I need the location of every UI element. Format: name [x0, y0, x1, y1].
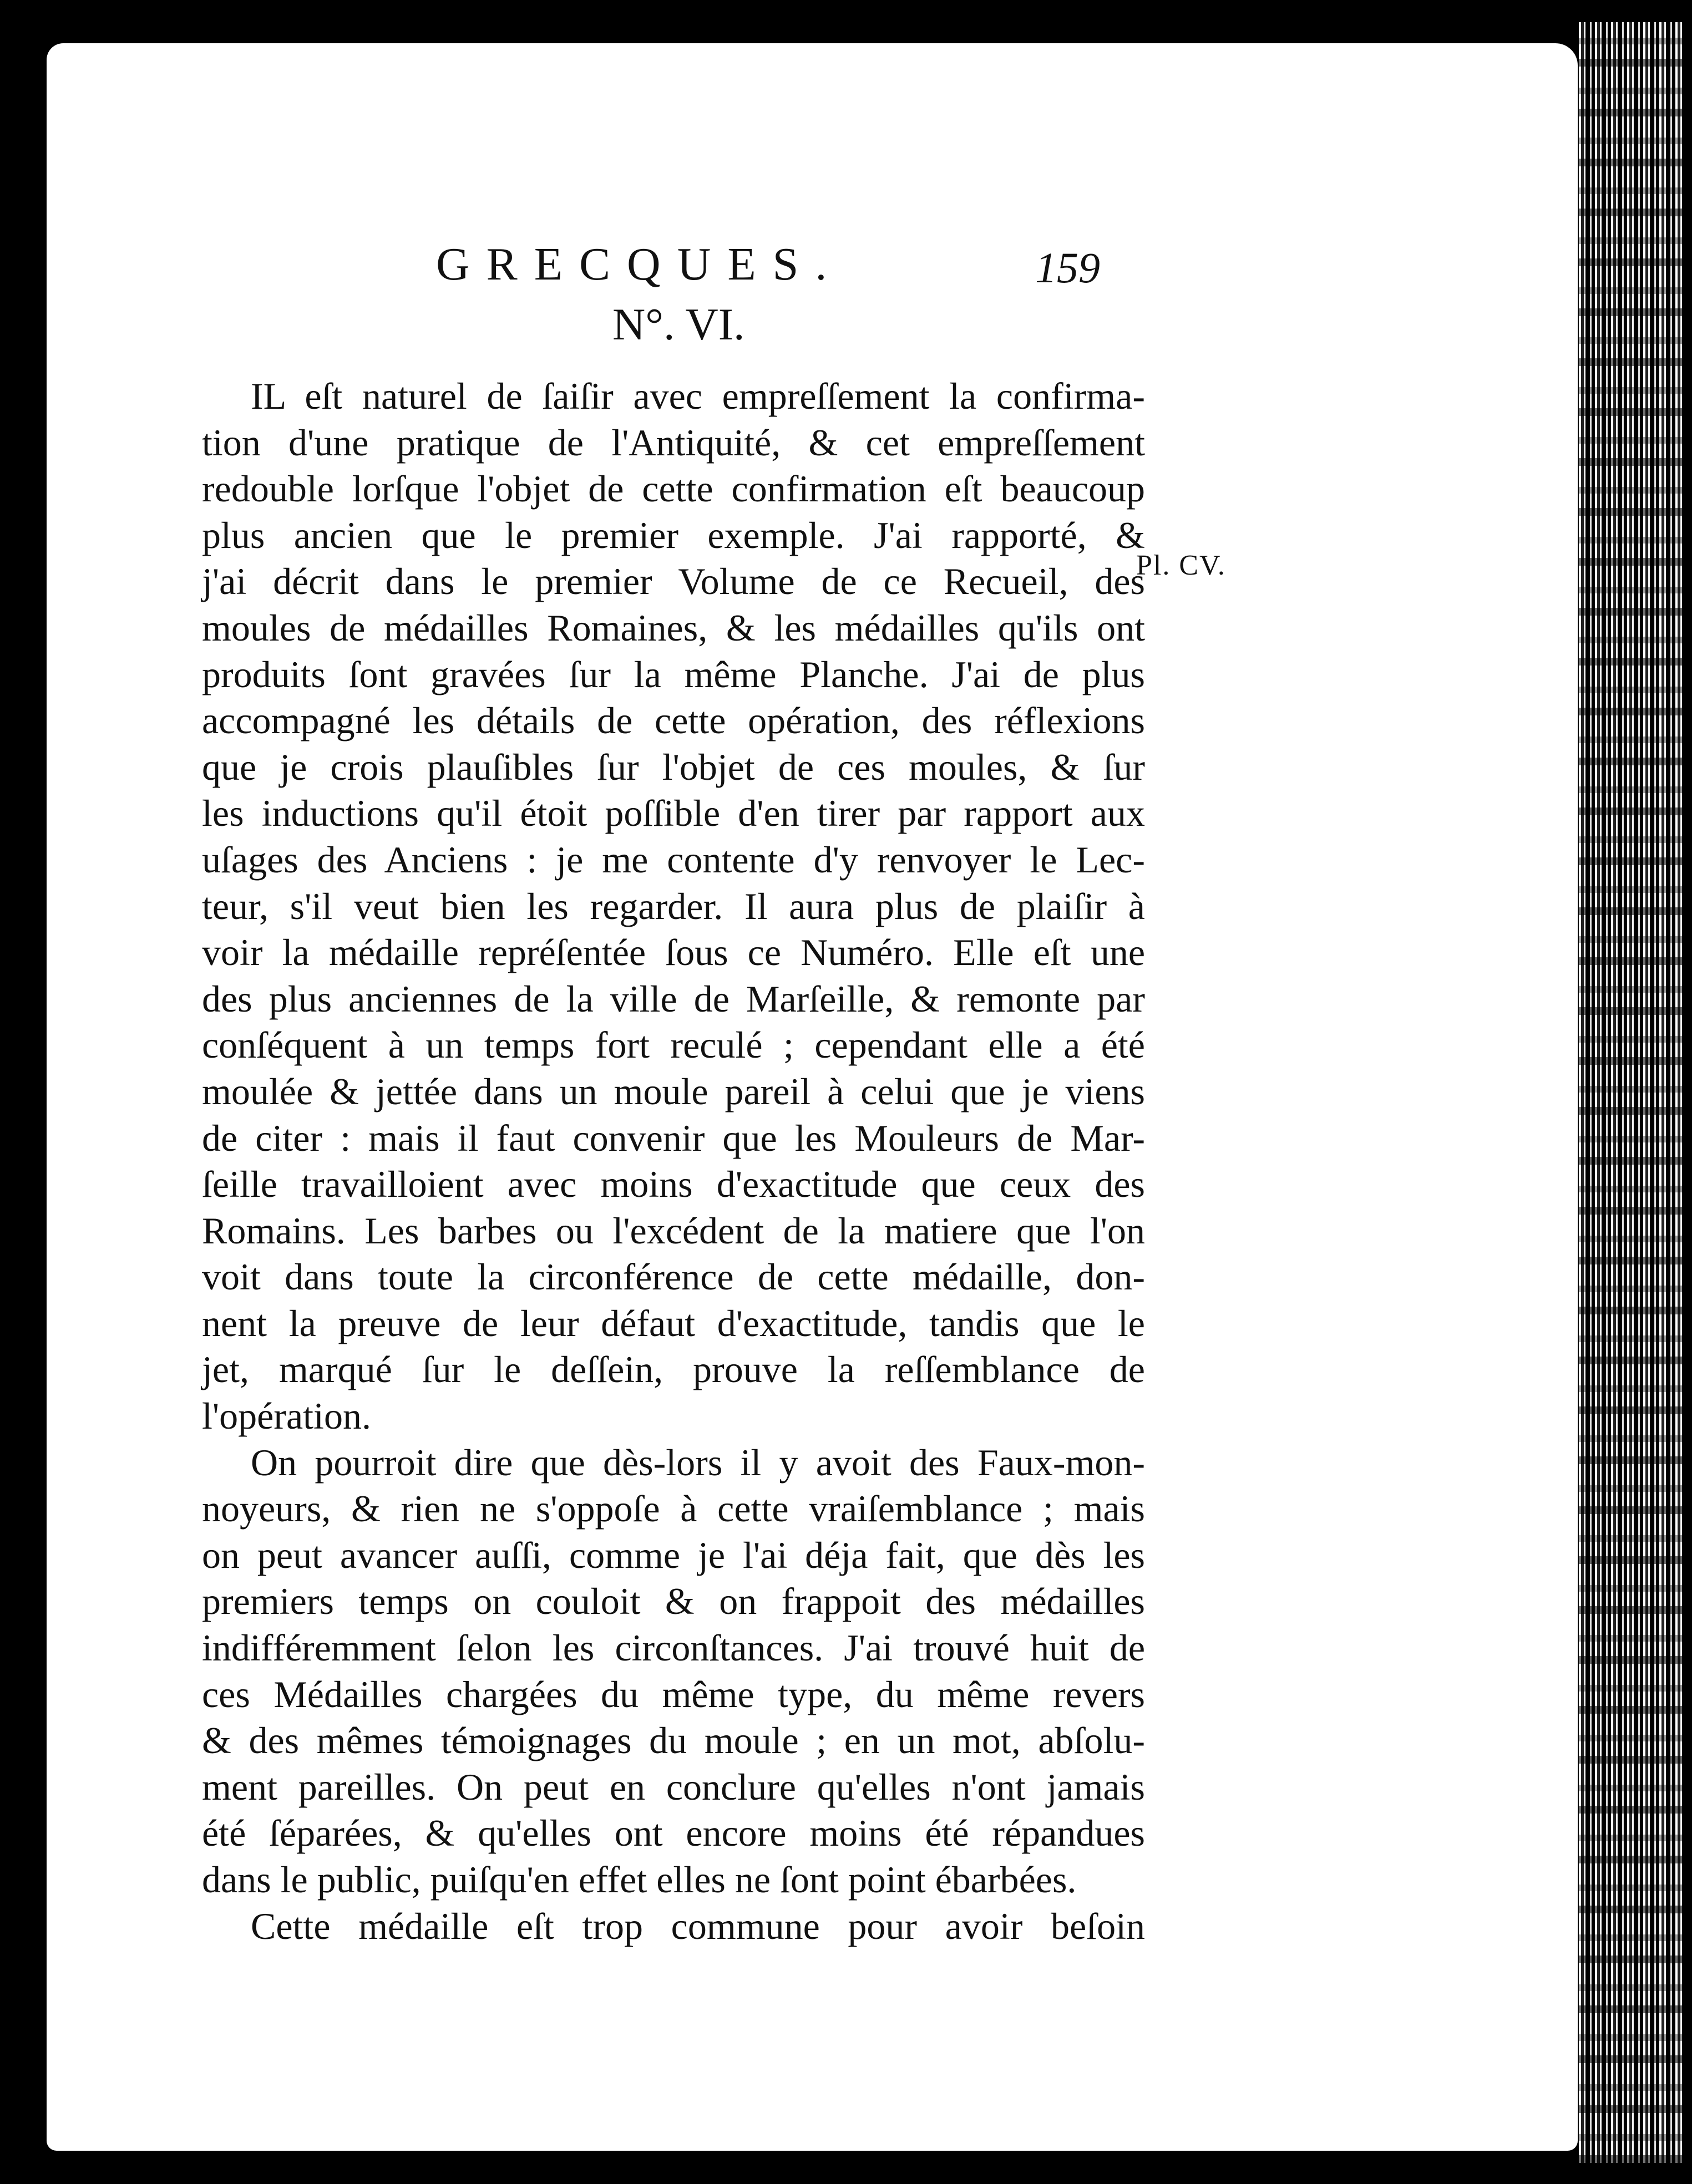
- text-line: nent la preuve de leur défaut d'exactitude, tandis que le: [202, 1302, 1145, 1344]
- paragraph: [202, 373, 1145, 1440]
- text-line: premiers temps on couloit & on frappoit des médailles: [202, 1580, 1145, 1623]
- page-number: 159: [1035, 243, 1100, 292]
- text-line: les inductions qu'il étoit poſſible d'en tirer par rapport aux: [202, 792, 1145, 835]
- text-line: redouble lorſque l'objet de cette confirmation eſt beaucoup: [202, 468, 1145, 510]
- text-line: ces Médailles chargées du même type, du même revers: [202, 1673, 1145, 1715]
- section-number: N°. VI.: [612, 299, 745, 349]
- text-line: noyeurs, & rien ne s'oppoſe à cette vraiſemblance ; mais: [202, 1487, 1145, 1530]
- text-line: produits ſont gravées ſur la même Planche. J'ai de plus: [202, 653, 1145, 695]
- paragraph: [202, 1903, 1145, 1950]
- text-line: jet, marqué ſur le deſſein, prouve la reſſemblance de: [202, 1348, 1145, 1391]
- text-line: indifféremment ſelon les circonſtances. J'ai trouvé huit de: [202, 1627, 1145, 1669]
- text-line: on peut avancer auſſi, comme je l'ai déja fait, que dès les: [202, 1533, 1145, 1576]
- running-title: GRECQUES.: [436, 238, 844, 290]
- text-line: plus ancien que le premier exemple. J'ai rapporté, &: [202, 514, 1145, 556]
- book-page: [47, 43, 1578, 2151]
- text-line: accompagné les détails de cette opération, des réflexions: [202, 699, 1145, 742]
- body-text: [202, 373, 1145, 1949]
- text-line: moulée & jettée dans un moule pareil à celui que je viens: [202, 1070, 1145, 1113]
- page-edge-stack: [1576, 22, 1686, 2163]
- text-line: dans le public, puiſqu'en effet elles ne ſont point ébarbées.: [202, 1858, 1077, 1901]
- text-line: des plus anciennes de la ville de Marſeille, & remonte par: [202, 977, 1145, 1020]
- text-line: tion d'une pratique de l'Antiquité, & cet empreſſement: [202, 421, 1145, 464]
- text-line: On pourroit dire que dès-lors il y avoit des Faux-mon-: [251, 1441, 1145, 1484]
- text-line: été ſéparées, & qu'elles ont encore moins été répandues: [202, 1812, 1145, 1855]
- text-line: que je crois plauſibles ſur l'objet de ces moules, & ſur: [202, 745, 1145, 788]
- text-line: ſeille travailloient avec moins d'exactitude que ceux des: [202, 1163, 1145, 1206]
- text-line: IL eſt naturel de ſaiſir avec empreſſement la confirma-: [251, 375, 1145, 417]
- paragraph: [202, 1440, 1145, 1903]
- text-line: voit dans toute la circonférence de cette médaille, don-: [202, 1256, 1145, 1298]
- text-line: j'ai décrit dans le premier Volume de ce Recueil, des: [202, 560, 1145, 603]
- text-line: conſéquent à un temps fort reculé ; cependant elle a été: [202, 1024, 1145, 1066]
- text-line: Romains. Les barbes ou l'excédent de la matiere que l'on: [202, 1209, 1145, 1252]
- text-line: ment pareilles. On peut en conclure qu'elles n'ont jamais: [202, 1765, 1145, 1808]
- text-line: voir la médaille repréſentée ſous ce Numéro. Elle eſt une: [202, 931, 1145, 974]
- text-line: uſages des Anciens : je me contente d'y renvoyer le Lec-: [202, 838, 1145, 881]
- text-line: & des mêmes témoignages du moule ; en un mot, abſolu-: [202, 1719, 1145, 1762]
- text-line: teur, s'il veut bien les regarder. Il aura plus de plaiſir à: [202, 885, 1145, 927]
- margin-plate-reference: Pl. CV.: [1136, 550, 1226, 581]
- text-line: de citer : mais il faut convenir que les Mouleurs de Mar-: [202, 1116, 1145, 1159]
- text-line: moules de médailles Romaines, & les médailles qu'ils ont: [202, 606, 1145, 649]
- text-line: l'opération.: [202, 1395, 371, 1438]
- text-line: Cette médaille eſt trop commune pour avoir beſoin: [251, 1904, 1145, 1947]
